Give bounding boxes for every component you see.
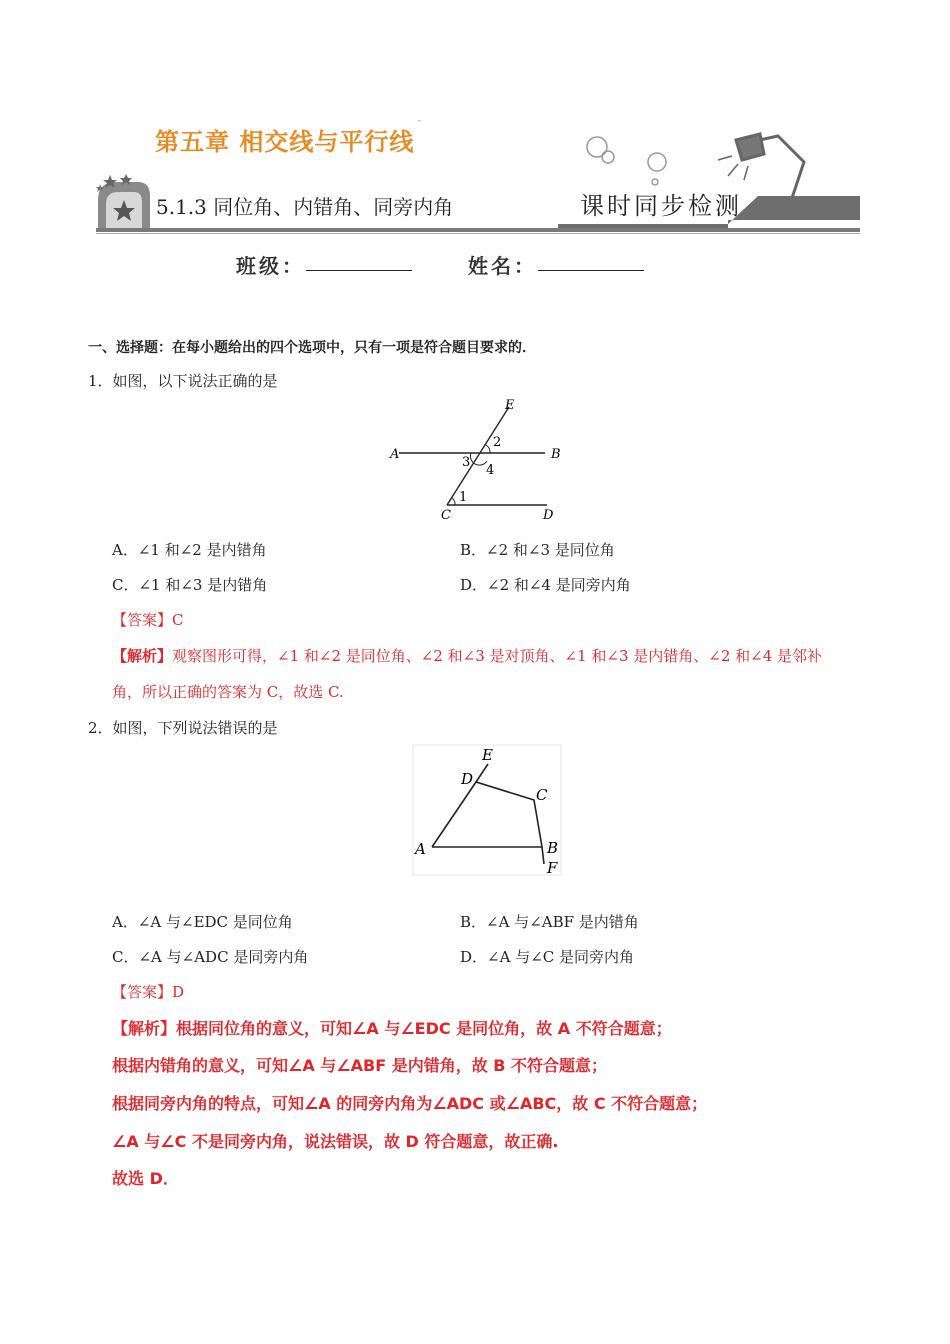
- q1-line-ce: [447, 407, 509, 505]
- q2-answer: 【答案】D: [112, 983, 185, 1001]
- q2-label-c: C: [536, 786, 548, 804]
- star-badge-icon: [96, 174, 150, 230]
- q1-label-3: 3: [462, 455, 471, 470]
- q2-line-bf: [542, 847, 544, 864]
- q2-label-f: F: [547, 859, 558, 877]
- q2-option-c[interactable]: C．∠A 与∠ADC 是同旁内角: [112, 948, 309, 966]
- q1-answer: 【答案】C: [112, 611, 184, 629]
- q2-option-a[interactable]: A．∠A 与∠EDC 是同位角: [112, 913, 293, 931]
- q1-label-2: 2: [493, 435, 502, 450]
- q2-label-b: B: [547, 839, 559, 857]
- section-heading: 一、选择题：在每小题给出的四个选项中，只有一项是符合题目要求的．: [88, 340, 536, 356]
- q2-analysis-line2: 根据内错角的意义，可知∠A 与∠ABF 是内错角，故 B 不符合题意；: [112, 1056, 608, 1075]
- q2-analysis-line5: 故选 D．: [112, 1169, 179, 1188]
- header-underline: [96, 228, 860, 232]
- chapter-title: 第五章 相交线与平行线: [155, 128, 415, 156]
- q1-option-d[interactable]: D．∠2 和∠4 是同旁内角: [460, 576, 631, 594]
- q1-analysis: [112, 645, 822, 666]
- q1-label-4: 4: [486, 463, 495, 478]
- q2-analysis-prefix: 【解析】: [112, 1019, 177, 1038]
- q2-analysis: [112, 1016, 672, 1039]
- q1-analysis-prefix: 【解析】: [112, 647, 173, 665]
- q2-analysis-line1: 根据同位角的意义，可知∠A 与∠EDC 是同位角，故 A 不符合题意；: [176, 1019, 672, 1038]
- svg-text:-: -: [418, 120, 421, 125]
- q1-figure: [385, 395, 565, 525]
- q2-figure: [412, 744, 564, 878]
- q1-label-e: E: [505, 398, 515, 413]
- name-label: 姓名：: [468, 254, 537, 278]
- q1-option-a[interactable]: A．∠1 和∠2 是内错角: [112, 541, 267, 559]
- q2-label-a: A: [415, 840, 426, 858]
- sync-test-label: 课时同步检测: [580, 192, 742, 220]
- q1-label-b: B: [551, 447, 561, 462]
- q2-quadrilateral: [432, 782, 542, 847]
- class-field[interactable]: [306, 250, 412, 271]
- section-title: 5.1.3 同位角、内错角、同旁内角: [156, 195, 454, 219]
- q2-analysis-line3: 根据同旁内角的特点，可知∠A 的同旁内角为∠ADC 或∠ABC，故 C 不符合题意；: [112, 1094, 708, 1113]
- q1-label-1: 1: [459, 490, 468, 505]
- q1-option-c[interactable]: C．∠1 和∠3 是内错角: [112, 576, 268, 594]
- q2-stem: 2．如图，下列说法错误的是: [88, 719, 278, 737]
- q1-option-b[interactable]: B．∠2 和∠3 是同位角: [460, 541, 615, 559]
- name-field[interactable]: [538, 250, 644, 271]
- q2-label-d: D: [461, 770, 474, 788]
- q2-line-de: [476, 764, 488, 782]
- q1-label-c: C: [441, 508, 451, 523]
- class-label: 班级：: [236, 254, 305, 278]
- q1-analysis-line2: 角，所以正确的答案为 C，故选 C.: [112, 683, 344, 701]
- q2-label-e: E: [482, 746, 493, 764]
- q2-option-b[interactable]: B．∠A 与∠ABF 是内错角: [460, 913, 639, 931]
- q1-label-d: D: [543, 508, 554, 523]
- bubble-decoration-icon: [587, 137, 666, 185]
- q1-analysis-line1: 观察图形可得，∠1 和∠2 是同位角、∠2 和∠3 是对顶角、∠1 和∠3 是内错角、∠2 和∠4 是邻补: [172, 647, 823, 665]
- q2-analysis-line4: ∠A 与∠C 不是同旁内角，说法错误，故 D 符合题意，故正确.: [112, 1132, 559, 1151]
- q1-label-a: A: [390, 447, 400, 462]
- q2-option-d[interactable]: D．∠A 与∠C 是同旁内角: [460, 948, 635, 966]
- q1-stem: 1．如图，以下说法正确的是: [88, 372, 278, 390]
